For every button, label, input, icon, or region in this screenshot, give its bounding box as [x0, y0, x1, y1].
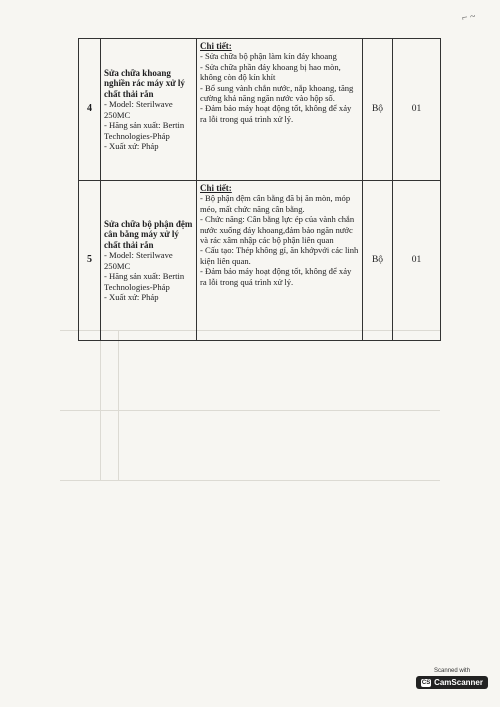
item-detail-cell — [197, 181, 363, 341]
item-model: - Model: Sterilwave 250MC — [104, 99, 173, 120]
table-row — [79, 39, 441, 181]
detail-heading: Chi tiết: — [200, 41, 232, 51]
detail-line: - Bổ sung vành chắn nước, nắp khoang, tăng cường khả năng ngăn nước vào hộp số. — [200, 82, 354, 104]
quantity-cell: 01 — [393, 39, 441, 181]
bleed-through-line — [118, 330, 119, 480]
item-title: Sửa chữa bộ phận đệm cân bằng máy xử lý chất thải rắn — [104, 218, 193, 250]
detail-line: - Chức năng: Cân bằng lực ép của vành chắn nước xuống đáy khoang,đảm bảo ngăn nước và rác xâm nhập các bộ phận liên quan — [200, 214, 355, 246]
item-manufacturer: - Hãng sản xuất: Bertin Technologies-Pháp — [104, 271, 185, 292]
bleed-through-line — [100, 330, 101, 480]
item-name-cell — [101, 39, 197, 181]
watermark-caption: Scanned with — [434, 668, 471, 674]
detail-line: - Cấu tạo: Thép không gỉ, ăn khớpvới các linh kiện liên quan. — [200, 245, 359, 266]
item-origin: - Xuất xứ: Pháp — [104, 292, 159, 302]
watermark-brand: CamScanner — [434, 678, 483, 687]
bleed-through-line — [60, 480, 440, 481]
camscanner-logo-icon: CS — [421, 679, 431, 686]
unit-cell: Bộ — [363, 181, 393, 341]
row-number: 5 — [79, 181, 101, 341]
item-detail-cell — [197, 39, 363, 181]
detail-line: - Đảm bảo máy hoạt động tốt, không để xảy ra lỗi trong quá trình xử lý. — [200, 266, 352, 287]
item-origin: - Xuất xứ: Pháp — [104, 141, 159, 151]
bleed-through-line — [60, 410, 440, 411]
detail-line: - Bộ phận đệm cân bằng đã bị ăn mòn, móp méo, mất chức năng cân bằng. — [200, 193, 351, 214]
row-number: 4 — [79, 39, 101, 181]
item-model: - Model: Sterilwave 250MC — [104, 250, 173, 271]
corner-mark: ⌐ ~ — [461, 11, 477, 24]
watermark-badge — [416, 676, 488, 689]
unit-cell: Bộ — [363, 39, 393, 181]
detail-line: - Sửa chữa phần đáy khoang bị hao mòn, không còn độ kín khít — [200, 61, 341, 83]
camscanner-watermark — [416, 668, 488, 689]
item-title: Sửa chữa khoang nghiền rác máy xử lý chất thải rắn — [104, 67, 185, 99]
detail-heading: Chi tiết: — [200, 183, 232, 193]
table-row — [79, 181, 441, 341]
repair-items-table — [78, 38, 441, 341]
quantity-cell: 01 — [393, 181, 441, 341]
item-name-cell — [101, 181, 197, 341]
item-manufacturer: - Hãng sản xuất: Bertin Technologies-Pháp — [104, 120, 185, 141]
detail-line: - Sửa chữa bộ phận làm kín đáy khoang — [200, 51, 337, 62]
detail-line: - Đảm bảo máy hoạt động tốt, không để xảy ra lỗi trong quá trình xử lý. — [200, 103, 352, 124]
